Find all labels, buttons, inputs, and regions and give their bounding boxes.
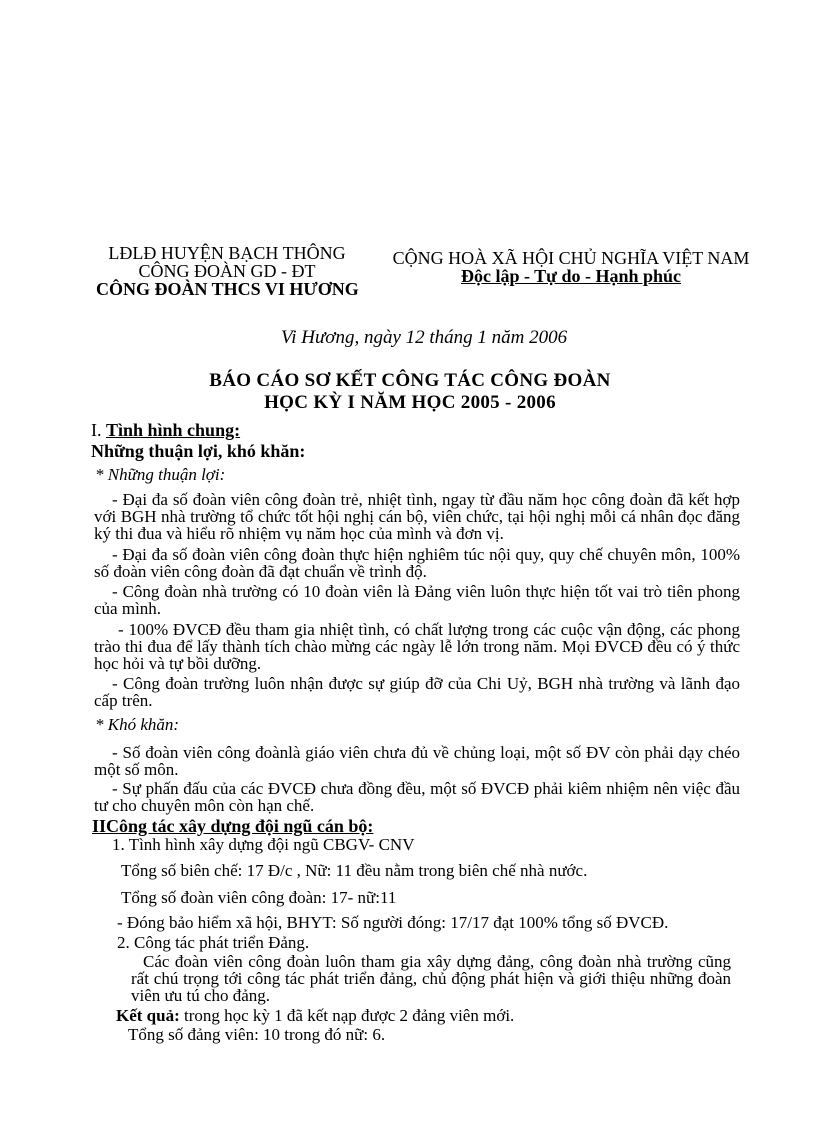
advantage-item: - Đại đa số đoàn viên công đoàn trẻ, nhiệt tình, ngay từ đầu năm học công đoàn đã kết hợp với BGH nhà trường tổ chức tốt hội nghị cán bộ, viên chức, tại hội nghị mỗi cá nhân đọc đăng ký thi đua và hiểu rõ nhiệm vụ năm học của mình và đơn vị. [94, 490, 740, 543]
difficulties-label: * Khó khăn: [95, 715, 180, 734]
report-title [180, 370, 640, 414]
report-title-line-2: HỌC KỲ I NĂM HỌC 2005 - 2006 [264, 392, 556, 413]
advantage-item: - Đại đa số đoàn viên công đoàn thực hiện nghiêm túc nội quy, quy chế chuyên môn, 100% số đoàn viên công đoàn đã đạt chuẩn về trình độ. [94, 545, 740, 581]
result-label: Kết quả: [116, 1006, 180, 1025]
org-line-1: LĐLĐ HUYỆN BẠCH THÔNG [108, 243, 346, 263]
org-header-right [388, 249, 754, 285]
advantages-label: * Những thuận lợi: [95, 465, 226, 484]
staff-total: Tổng số biên chế: 17 Đ/c , Nữ: 11 đều nằm trong biên chế nhà nước. [121, 861, 588, 880]
national-motto: Độc lập - Tự do - Hạnh phúc [460, 266, 682, 286]
section-2-item-2: 2. Công tác phát triển Đảng. [117, 933, 310, 952]
advantage-item: - Công đoàn nhà trường có 10 đoàn viên là Đảng viên luôn thực hiện tốt vai trò tiên phong của mình. [94, 582, 740, 618]
advantage-item: - 100% ĐVCĐ đều tham gia nhiệt tình, có chất lượng trong các cuộc vận động, các phong trào thi đua để lấy thành tích chào mừng các ngày lễ lớn trong năm. Mọi ĐVCĐ đều có ý thức học hỏi và tự bồi dưỡng. [94, 620, 740, 673]
difficulty-item: - Số đoàn viên công đoànlà giáo viên chưa đủ về chủng loại, một số ĐV còn phải dạy chéo một số môn. [94, 743, 740, 779]
section-1-heading [91, 422, 240, 439]
advantage-item: - Công đoàn trường luôn nhận được sự giúp đỡ của Chi Uỷ, BGH nhà trường và lãnh đạo cấp trên. [94, 674, 740, 710]
union-members-total: Tổng số đoàn viên công đoàn: 17- nữ:11 [121, 888, 397, 907]
difficulty-item: - Sự phấn đấu của các ĐVCĐ chưa đồng đều, một số ĐVCĐ phải kiêm nhiệm nên việc đầu tư cho chuyên môn còn hạn chế. [94, 779, 740, 815]
result-line [116, 1007, 514, 1024]
party-development-paragraph: Các đoàn viên công đoàn luôn tham gia xây dựng đảng, công đoàn nhà trường cũng rất chú trọng tới công tác phát triển đảng, chủ động phát hiện và giới thiệu những đoàn viên ưu tú cho đảng. [131, 952, 731, 1005]
section-1-title: Tình hình chung: [106, 420, 241, 440]
org-line-2: CÔNG ĐOÀN GD - ĐT [138, 261, 316, 281]
org-header-left [96, 244, 358, 298]
org-line-3: CÔNG ĐOÀN THCS VI HƯƠNG [96, 279, 359, 299]
insurance-line: - Đóng bảo hiểm xã hội, BHYT: Số người đóng: 17/17 đạt 100% tổng số ĐVCĐ. [117, 913, 669, 932]
report-title-line-1: BÁO CÁO SƠ KẾT CÔNG TÁC CÔNG ĐOÀN [209, 370, 611, 391]
section-2-item-1: 1. Tình hình xây dựng đội ngũ CBGV- CNV [112, 835, 415, 854]
party-members-total: Tổng số đảng viên: 10 trong đó nữ: 6. [128, 1025, 386, 1044]
report-date: Vi Hương, ngày 12 tháng 1 năm 2006 [281, 327, 568, 348]
section-1-number: I. [91, 420, 106, 440]
section-1-subheading: Những thuận lợi, khó khăn: [91, 441, 306, 461]
national-title: CỘNG HOÀ XÃ HỘI CHỦ NGHĨA VIỆT NAM [392, 248, 750, 268]
section-2-heading: IICông tác xây dựng đội ngũ cán bộ: [92, 816, 374, 836]
result-text: trong học kỳ 1 đã kết nạp được 2 đảng viên mới. [179, 1006, 515, 1025]
